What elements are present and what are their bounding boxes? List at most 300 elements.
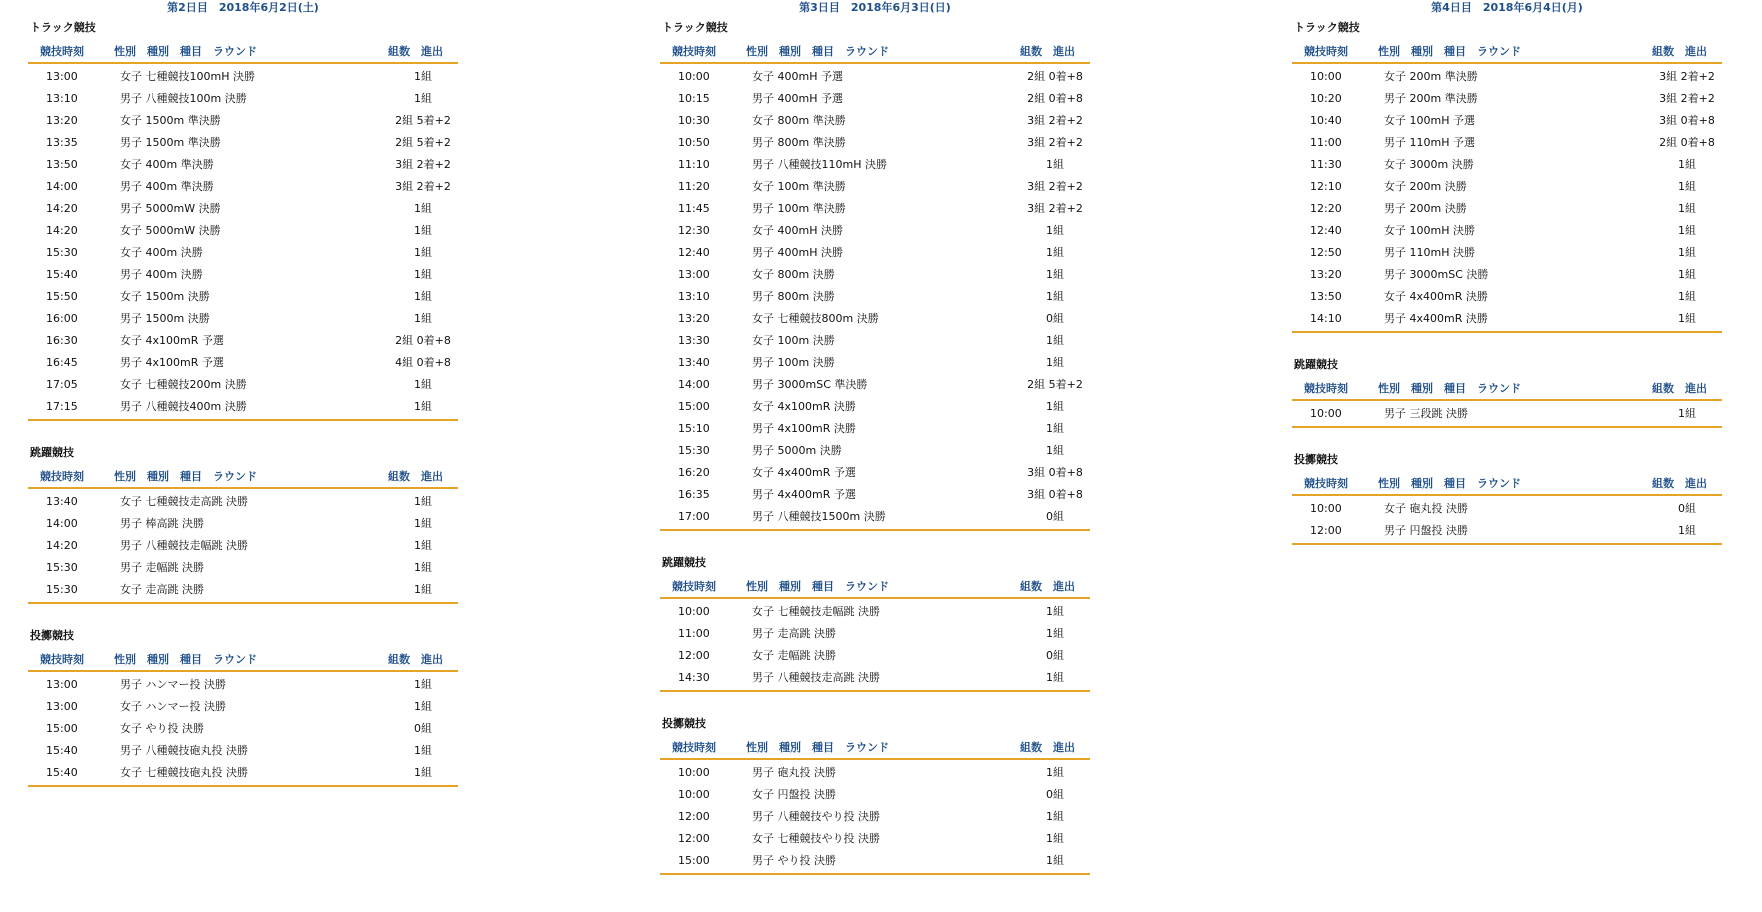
table-row (28, 308, 458, 330)
cell-time: 10:00 (678, 788, 710, 801)
header-time: 競技時刻 (672, 580, 716, 593)
cell-result: 2組 5着+2 (395, 114, 451, 127)
cell-time: 13:00 (46, 70, 78, 83)
cell-result: 1組 (414, 678, 432, 691)
cell-event: 女子 七種競技砲丸投 決勝 (120, 766, 248, 779)
table-row (660, 154, 1090, 176)
table-row (28, 110, 458, 132)
cell-event: 女子 走幅跳 決勝 (752, 649, 836, 662)
cell-event: 女子 800m 準決勝 (752, 114, 846, 127)
header-time: 競技時刻 (40, 470, 84, 483)
table-body (28, 64, 458, 421)
table-row (660, 462, 1090, 484)
cell-event: 女子 100m 準決勝 (752, 180, 846, 193)
cell-time: 10:40 (1310, 114, 1342, 127)
cell-event: 男子 200m 準決勝 (1384, 92, 1478, 105)
cell-result: 4組 0着+8 (395, 356, 451, 369)
table-row (660, 176, 1090, 198)
day-column-4 (1292, 0, 1722, 545)
cell-event: 男子 110mH 決勝 (1384, 246, 1475, 259)
event-section (1292, 452, 1722, 545)
table-row (660, 242, 1090, 264)
table-body (28, 489, 458, 604)
cell-event: 女子 七種競技200m 決勝 (120, 378, 247, 391)
cell-time: 12:30 (678, 224, 710, 237)
cell-result: 1組 (1046, 290, 1064, 303)
cell-event: 女子 4x100mR 予選 (120, 334, 224, 347)
cell-time: 13:50 (1310, 290, 1342, 303)
table-row (1292, 198, 1722, 220)
cell-event: 女子 4x400mR 決勝 (1384, 290, 1488, 303)
cell-event: 女子 100mH 予選 (1384, 114, 1475, 127)
cell-event: 男子 やり投 決勝 (752, 854, 836, 867)
cell-event: 女子 5000mW 決勝 (120, 224, 221, 237)
table-body (1292, 64, 1722, 333)
section-title: 投擲競技 (1294, 453, 1338, 466)
table-row (28, 718, 458, 740)
section-title: 投擲競技 (30, 629, 74, 642)
table-row (660, 264, 1090, 286)
cell-result: 1組 (1046, 854, 1064, 867)
cell-time: 17:00 (678, 510, 710, 523)
cell-result: 1組 (1046, 832, 1064, 845)
table-row (28, 330, 458, 352)
cell-result: 1組 (414, 561, 432, 574)
section-title: 跳躍競技 (1294, 358, 1338, 371)
table-row (1292, 66, 1722, 88)
cell-result: 1組 (414, 268, 432, 281)
cell-time: 10:00 (1310, 407, 1342, 420)
cell-time: 10:15 (678, 92, 710, 105)
table-row (660, 220, 1090, 242)
cell-result: 1組 (1678, 407, 1696, 420)
cell-event: 男子 八種競技110mH 決勝 (752, 158, 887, 171)
cell-time: 10:20 (1310, 92, 1342, 105)
table-row (28, 198, 458, 220)
cell-event: 男子 4x400mR 決勝 (1384, 312, 1488, 325)
header-time: 競技時刻 (672, 741, 716, 754)
cell-event: 男子 100m 決勝 (752, 356, 835, 369)
table-row (28, 396, 458, 418)
cell-result: 0組 (414, 722, 432, 735)
cell-time: 13:10 (678, 290, 710, 303)
cell-event: 女子 200m 準決勝 (1384, 70, 1478, 83)
cell-result: 1組 (414, 70, 432, 83)
table-body (1292, 401, 1722, 428)
cell-result: 1組 (1678, 180, 1696, 193)
table-row (28, 740, 458, 762)
cell-time: 13:35 (46, 136, 78, 149)
cell-result: 1組 (1678, 290, 1696, 303)
table-row (1292, 498, 1722, 520)
table-row (1292, 88, 1722, 110)
header-time: 競技時刻 (40, 45, 84, 58)
header-result: 組数 進出 (388, 653, 443, 666)
cell-time: 16:00 (46, 312, 78, 325)
cell-event: 女子 100mH 決勝 (1384, 224, 1475, 237)
cell-time: 15:30 (678, 444, 710, 457)
table-header (1292, 42, 1722, 64)
cell-result: 3組 2着+2 (1027, 136, 1083, 149)
table-row (28, 264, 458, 286)
day-title: 第3日目 2018年6月3日(日) (799, 1, 951, 14)
header-time: 競技時刻 (40, 653, 84, 666)
cell-event: 男子 円盤投 決勝 (1384, 524, 1468, 537)
table-row (28, 132, 458, 154)
cell-event: 男子 400m 決勝 (120, 268, 203, 281)
table-row (660, 828, 1090, 850)
cell-result: 3組 2着+2 (1027, 180, 1083, 193)
cell-result: 0組 (1046, 788, 1064, 801)
header-result: 組数 進出 (388, 45, 443, 58)
cell-result: 2組 5着+2 (1027, 378, 1083, 391)
table-row (660, 850, 1090, 872)
cell-result: 1組 (1046, 422, 1064, 435)
cell-result: 1組 (1046, 246, 1064, 259)
header-event: 性別 種別 種目 ラウンド (114, 45, 257, 58)
cell-time: 12:40 (678, 246, 710, 259)
cell-event: 男子 800m 決勝 (752, 290, 835, 303)
cell-time: 15:40 (46, 744, 78, 757)
table-row (660, 418, 1090, 440)
cell-result: 0組 (1046, 649, 1064, 662)
cell-time: 15:30 (46, 246, 78, 259)
cell-time: 10:00 (678, 605, 710, 618)
table-row (28, 535, 458, 557)
table-row (660, 645, 1090, 667)
header-event: 性別 種別 種目 ラウンド (1378, 477, 1521, 490)
table-row (660, 440, 1090, 462)
cell-result: 3組 0着+8 (1027, 488, 1083, 501)
table-body (660, 599, 1090, 692)
cell-result: 1組 (1678, 202, 1696, 215)
cell-time: 15:00 (678, 854, 710, 867)
cell-event: 女子 1500m 準決勝 (120, 114, 221, 127)
cell-time: 13:00 (46, 678, 78, 691)
section-title: トラック競技 (30, 21, 96, 34)
cell-result: 1組 (414, 495, 432, 508)
cell-result: 1組 (414, 312, 432, 325)
cell-time: 17:15 (46, 400, 78, 413)
header-event: 性別 種別 種目 ラウンド (746, 741, 889, 754)
table-row (660, 88, 1090, 110)
table-row (1292, 176, 1722, 198)
table-row (1292, 220, 1722, 242)
cell-result: 1組 (414, 246, 432, 259)
cell-time: 10:00 (678, 70, 710, 83)
cell-event: 女子 七種競技やり投 決勝 (752, 832, 880, 845)
cell-event: 男子 八種競技走幅跳 決勝 (120, 539, 248, 552)
cell-result: 1組 (414, 766, 432, 779)
cell-time: 11:20 (678, 180, 710, 193)
table-row (28, 220, 458, 242)
cell-event: 男子 1500m 決勝 (120, 312, 210, 325)
cell-time: 14:00 (46, 517, 78, 530)
cell-time: 11:45 (678, 202, 710, 215)
cell-time: 10:50 (678, 136, 710, 149)
table-row (660, 784, 1090, 806)
cell-time: 13:10 (46, 92, 78, 105)
table-header (28, 42, 458, 64)
cell-event: 女子 800m 決勝 (752, 268, 835, 281)
event-section (28, 445, 458, 604)
cell-event: 女子 七種競技800m 決勝 (752, 312, 879, 325)
cell-event: 男子 八種競技砲丸投 決勝 (120, 744, 248, 757)
cell-time: 10:00 (678, 766, 710, 779)
day-column-3 (660, 0, 1090, 875)
cell-result: 1組 (1046, 268, 1064, 281)
table-header (1292, 379, 1722, 401)
cell-time: 14:20 (46, 202, 78, 215)
table-row (660, 484, 1090, 506)
cell-time: 15:10 (678, 422, 710, 435)
cell-event: 男子 5000mW 決勝 (120, 202, 221, 215)
cell-result: 1組 (414, 224, 432, 237)
cell-result: 2組 0着+8 (395, 334, 451, 347)
cell-time: 12:50 (1310, 246, 1342, 259)
cell-time: 13:00 (678, 268, 710, 281)
cell-event: 男子 400mH 予選 (752, 92, 843, 105)
cell-result: 1組 (1678, 224, 1696, 237)
table-row (660, 601, 1090, 623)
section-title: 投擲競技 (662, 717, 706, 730)
cell-event: 男子 八種競技400m 決勝 (120, 400, 247, 413)
table-header (660, 42, 1090, 64)
table-row (660, 308, 1090, 330)
cell-time: 15:00 (46, 722, 78, 735)
table-body (1292, 496, 1722, 545)
table-row (28, 579, 458, 601)
cell-time: 10:00 (1310, 502, 1342, 515)
cell-time: 16:20 (678, 466, 710, 479)
table-header (660, 577, 1090, 599)
cell-time: 17:05 (46, 378, 78, 391)
cell-event: 男子 200m 決勝 (1384, 202, 1467, 215)
table-row (660, 667, 1090, 689)
cell-result: 0組 (1046, 510, 1064, 523)
section-title: トラック競技 (662, 21, 728, 34)
cell-event: 男子 ハンマー投 決勝 (120, 678, 226, 691)
header-event: 性別 種別 種目 ラウンド (746, 45, 889, 58)
cell-result: 1組 (1046, 444, 1064, 457)
cell-result: 1組 (414, 202, 432, 215)
cell-result: 3組 2着+2 (1659, 92, 1715, 105)
table-row (1292, 154, 1722, 176)
table-header (1292, 474, 1722, 496)
header-event: 性別 種別 種目 ラウンド (746, 580, 889, 593)
cell-event: 女子 七種競技100mH 決勝 (120, 70, 255, 83)
header-result: 組数 進出 (1020, 580, 1075, 593)
cell-result: 1組 (414, 290, 432, 303)
table-row (1292, 403, 1722, 425)
header-result: 組数 進出 (388, 470, 443, 483)
cell-event: 女子 ハンマー投 決勝 (120, 700, 226, 713)
cell-event: 男子 八種競技やり投 決勝 (752, 810, 880, 823)
table-row (28, 176, 458, 198)
table-row (28, 88, 458, 110)
table-row (28, 696, 458, 718)
cell-time: 10:00 (1310, 70, 1342, 83)
header-time: 競技時刻 (672, 45, 716, 58)
table-row (28, 352, 458, 374)
cell-result: 0組 (1678, 502, 1696, 515)
event-section (660, 716, 1090, 875)
cell-result: 1組 (1678, 312, 1696, 325)
cell-time: 12:00 (1310, 524, 1342, 537)
cell-time: 15:40 (46, 268, 78, 281)
cell-event: 男子 3000mSC 準決勝 (752, 378, 868, 391)
cell-event: 女子 七種競技走幅跳 決勝 (752, 605, 880, 618)
cell-event: 女子 1500m 決勝 (120, 290, 210, 303)
header-event: 性別 種別 種目 ラウンド (1378, 382, 1521, 395)
cell-result: 1組 (414, 700, 432, 713)
table-body (28, 672, 458, 787)
header-result: 組数 進出 (1652, 45, 1707, 58)
cell-event: 男子 800m 準決勝 (752, 136, 846, 149)
event-section (1292, 20, 1722, 333)
cell-time: 14:20 (46, 224, 78, 237)
cell-time: 14:00 (46, 180, 78, 193)
cell-event: 男子 110mH 予選 (1384, 136, 1475, 149)
table-row (660, 352, 1090, 374)
cell-result: 3組 2着+2 (1027, 202, 1083, 215)
cell-result: 1組 (1046, 356, 1064, 369)
cell-event: 女子 400m 準決勝 (120, 158, 214, 171)
header-time: 競技時刻 (1304, 382, 1348, 395)
section-title: トラック競技 (1294, 21, 1360, 34)
cell-result: 1組 (414, 378, 432, 391)
table-row (28, 557, 458, 579)
cell-result: 2組 0着+8 (1027, 70, 1083, 83)
cell-event: 女子 やり投 決勝 (120, 722, 204, 735)
cell-time: 16:30 (46, 334, 78, 347)
header-result: 組数 進出 (1020, 741, 1075, 754)
table-header (28, 650, 458, 672)
cell-result: 1組 (1678, 524, 1696, 537)
table-row (660, 396, 1090, 418)
cell-time: 11:00 (678, 627, 710, 640)
section-title: 跳躍競技 (30, 446, 74, 459)
header-event: 性別 種別 種目 ラウンド (1378, 45, 1521, 58)
cell-time: 10:30 (678, 114, 710, 127)
table-row (660, 110, 1090, 132)
table-row (28, 674, 458, 696)
table-row (660, 506, 1090, 528)
cell-result: 1組 (1678, 268, 1696, 281)
cell-time: 12:40 (1310, 224, 1342, 237)
cell-result: 2組 0着+8 (1659, 136, 1715, 149)
table-row (1292, 308, 1722, 330)
table-row (660, 286, 1090, 308)
cell-event: 男子 400m 準決勝 (120, 180, 214, 193)
cell-result: 1組 (1046, 224, 1064, 237)
cell-event: 男子 4x400mR 予選 (752, 488, 856, 501)
cell-time: 14:10 (1310, 312, 1342, 325)
cell-time: 12:20 (1310, 202, 1342, 215)
day-title: 第4日目 2018年6月4日(月) (1431, 1, 1583, 14)
cell-time: 14:20 (46, 539, 78, 552)
cell-result: 1組 (1046, 766, 1064, 779)
cell-event: 男子 5000m 決勝 (752, 444, 842, 457)
cell-event: 女子 200m 決勝 (1384, 180, 1467, 193)
cell-event: 男子 棒高跳 決勝 (120, 517, 204, 530)
table-body (660, 64, 1090, 531)
cell-result: 3組 2着+2 (395, 180, 451, 193)
event-section (28, 20, 458, 421)
cell-time: 13:30 (678, 334, 710, 347)
table-body (660, 760, 1090, 875)
day-column-2 (28, 0, 458, 787)
section-title: 跳躍競技 (662, 556, 706, 569)
event-section (28, 628, 458, 787)
cell-result: 3組 2着+2 (395, 158, 451, 171)
cell-event: 男子 4x100mR 決勝 (752, 422, 856, 435)
cell-result: 1組 (1046, 158, 1064, 171)
event-section (1292, 357, 1722, 428)
header-time: 競技時刻 (1304, 477, 1348, 490)
cell-result: 0組 (1046, 312, 1064, 325)
table-row (1292, 110, 1722, 132)
cell-time: 13:20 (46, 114, 78, 127)
table-row (1292, 242, 1722, 264)
cell-event: 男子 八種競技走高跳 決勝 (752, 671, 880, 684)
cell-event: 男子 100m 準決勝 (752, 202, 846, 215)
day-title: 第2日目 2018年6月2日(土) (167, 1, 319, 14)
cell-result: 1組 (414, 583, 432, 596)
table-row (28, 66, 458, 88)
cell-time: 13:40 (46, 495, 78, 508)
event-section (660, 20, 1090, 531)
cell-result: 2組 5着+2 (395, 136, 451, 149)
cell-time: 13:00 (46, 700, 78, 713)
cell-event: 女子 400mH 予選 (752, 70, 843, 83)
header-result: 組数 進出 (1652, 477, 1707, 490)
cell-time: 13:20 (678, 312, 710, 325)
table-header (28, 467, 458, 489)
table-row (660, 374, 1090, 396)
table-row (28, 491, 458, 513)
cell-result: 1組 (1046, 400, 1064, 413)
table-row (1292, 264, 1722, 286)
cell-time: 12:00 (678, 810, 710, 823)
cell-time: 12:00 (678, 649, 710, 662)
cell-result: 1組 (414, 539, 432, 552)
cell-event: 女子 走高跳 決勝 (120, 583, 204, 596)
cell-time: 15:50 (46, 290, 78, 303)
cell-result: 1組 (414, 400, 432, 413)
cell-event: 男子 1500m 準決勝 (120, 136, 221, 149)
cell-event: 男子 走幅跳 決勝 (120, 561, 204, 574)
cell-event: 女子 七種競技走高跳 決勝 (120, 495, 248, 508)
cell-event: 女子 3000m 決勝 (1384, 158, 1474, 171)
cell-event: 男子 三段跳 決勝 (1384, 407, 1468, 420)
cell-result: 1組 (1678, 246, 1696, 259)
cell-result: 1組 (1678, 158, 1696, 171)
cell-time: 11:10 (678, 158, 710, 171)
table-row (28, 286, 458, 308)
cell-time: 13:50 (46, 158, 78, 171)
cell-result: 3組 2着+2 (1659, 70, 1715, 83)
cell-time: 12:10 (1310, 180, 1342, 193)
table-row (28, 154, 458, 176)
cell-time: 12:00 (678, 832, 710, 845)
cell-result: 3組 2着+2 (1027, 114, 1083, 127)
table-row (660, 66, 1090, 88)
cell-result: 1組 (1046, 627, 1064, 640)
cell-result: 1組 (414, 92, 432, 105)
cell-event: 女子 400mH 決勝 (752, 224, 843, 237)
cell-result: 3組 0着+8 (1027, 466, 1083, 479)
